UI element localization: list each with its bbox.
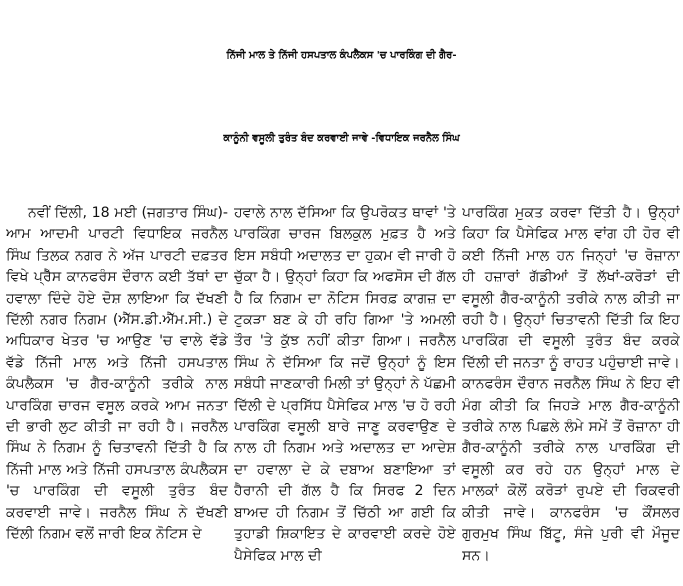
headline-line-1: ਨਿੱਜੀ ਮਾਲ ਤੇ ਨਿੱਜੀ ਹਸਪਤਾਲ ਕੰਪਲੈਕਸ 'ਚ ਪਾਰਕਿੰਗ ਦੀ ਗੈਰ- <box>226 50 457 61</box>
article-column-3-text: ਪਾਰਕਿੰਗ ਮੁਕਤ ਕਰਵਾ ਦਿੱਤੀ ਹੈ। ਉਨ੍ਹਾਂ ਕਿਹਾ ਕਿ ਪੈਸੇਫਿਕ ਮਾਲ ਵਾਂਗ ਹੀ ਹੋਰ ਵੀ ਕਈ ਨਿੱਜੀ ਮਾਲ ਹਨ ਜਿਨ੍ਹਾਂ 'ਚ ਰੋਜ਼ਾਨਾ ਹੀ ਹਜ਼ਾਰਾਂ ਗੱਡੀਆਂ ਤੋਂ ਲੱਖਾਂ-ਕਰੋੜਾਂ ਦੀ ਵਸੂਲੀ ਗੈਰ-ਕਾਨੂੰਨੀ ਤਰੀਕੇ ਨਾਲ ਕੀਤੀ ਜਾ ਰਹੀ ਹੈ। ਉਨ੍ਹਾਂ ਚਿਤਾਵਨੀ ਦਿੱਤੀ ਕਿ ਇਹ ਪਾਰਕਿੰਗ ਦੀ ਵਸੂਲੀ ਤੁਰੰਤ ਬੰਦ ਕਰਕੇ ਦਿੱਲੀ ਦੀ ਜਨਤਾ ਨੂੰ ਰਾਹਤ ਪਹੁੰਚਾਈ ਜਾਵੇ। ਕਾਨਫਰੰਸ ਦੌਰਾਨ ਜਰਨੈਲ ਸਿੰਘ ਨੇ ਇਹ ਵੀ ਮੰਗ ਕੀਤੀ ਕਿ ਜਿਹੜੇ ਮਾਲ ਗੈਰ-ਕਾਨੂੰਨੀ ਤਰੀਕੇ ਨਾਲ ਪਿਛਲੇ ਲੰਮੇ ਸਮੇਂ ਤੋਂ ਰੋਜ਼ਾਨਾ ਹੀ ਗੈਰ-ਕਾਨੂੰਨੀ ਤਰੀਕੇ ਨਾਲ ਪਾਰਕਿੰਗ ਦੀ ਵਸੂਲੀ ਕਰ ਰਹੇ ਹਨ ਉਨ੍ਹਾਂ ਮਾਲ ਦੇ ਮਾਲਕਾਂ ਕੋਲੋਂ ਕਰੋੜਾਂ ਰੁਪਏ ਦੀ ਰਿਕਵਰੀ ਕੀਤੀ ਜਾਵੇ। ਕਾਨਫਰੰਸ 'ਚ ਕੌਂਸਲਰ ਗੁਰਮੁਖ ਸਿੰਘ ਬਿੱਟੂ, ਸੰਜੇ ਪੁਰੀ ਵੀ ਮੌਜੂਦ ਸਨ। <box>462 205 680 564</box>
article-column-3 <box>462 203 680 586</box>
article-column-2-text: ਹਵਾਲੇ ਨਾਲ ਦੱਸਿਆ ਕਿ ਉਪਰੋਕਤ ਥਾਵਾਂ 'ਤੇ ਪਾਰਕਿੰਗ ਚਾਰਜ ਬਿਲਕੁਲ ਮੁਫ਼ਤ ਹੈ ਅਤੇ ਇਸ ਸਬੰਧੀ ਅਦਾਲਤ ਦਾ ਹੁਕਮ ਵੀ ਜਾਰੀ ਹੋ ਚੁੱਕਾ ਹੈ। ਉਨ੍ਹਾਂ ਕਿਹਾ ਕਿ ਅਫਸੋਸ ਦੀ ਗੱਲ ਹੈ ਕਿ ਨਿਗਮ ਦਾ ਨੋਟਿਸ ਸਿਰਫ਼ ਕਾਗਜ਼ ਦਾ ਟੁਕੜਾ ਬਣ ਕੇ ਹੀ ਰਹਿ ਗਿਆ 'ਤੇ ਅਮਲੀ ਤੌਰ 'ਤੇ ਕੁੱਝ ਨਹੀਂ ਕੀਤਾ ਗਿਆ। ਜਰਨੈਲ ਸਿੰਘ ਨੇ ਦੱਸਿਆ ਕਿ ਜਦੋਂ ਉਨ੍ਹਾਂ ਨੂੰ ਇਸ ਸਬੰਧੀ ਜਾਣਕਾਰੀ ਮਿਲੀ ਤਾਂ ਉਨ੍ਹਾਂ ਨੇ ਪੱਛਮੀ ਦਿੱਲੀ ਦੇ ਪ੍ਰਸਿੱਧ ਪੈਸੇਫਿਕ ਮਾਲ 'ਚ ਹੋ ਰਹੀ ਪਾਰਕਿੰਗ ਵਸੂਲੀ ਬਾਰੇ ਜਾਣੂ ਕਰਵਾਉਣ ਦੇ ਨਾਲ ਹੀ ਨਿਗਮ ਅਤੇ ਅਦਾਲਤ ਦਾ ਆਦੇਸ਼ ਦਾ ਹਵਾਲਾ ਦੇ ਕੇ ਦਬਾਅ ਬਣਾਇਆ ਤਾਂ ਹੈਰਾਨੀ ਦੀ ਗੱਲ ਹੈ ਕਿ ਸਿਰਫ 2 ਦਿਨ ਬਾਅਦ ਹੀ ਨਿਗਮ ਤੋਂ ਚਿੱਠੀ ਆ ਗਈ ਕਿ ਤੁਹਾਡੀ ਸ਼ਿਕਾਇਤ ਦੇ ਕਾਰਵਾਈ ਕਰਦੇ ਹੋਏ ਪੈਸੇਫਿਕ ਮਾਲ ਦੀ <box>234 205 456 564</box>
headline-line-2: ਕਾਨੂੰਨੀ ਵਸੂਲੀ ਤੁਰੰਤ ਬੰਦ ਕਰਵਾਈ ਜਾਵੇ -ਵਿਧਾਇਕ ਜਰਨੈਲ ਸਿੰਘ <box>223 133 460 144</box>
article-column-1-text: ਨਵੀਂ ਦਿੱਲੀ, 18 ਮਈ (ਜਗਤਾਰ ਸਿੰਘ)- ਆਮ ਆਦਮੀ ਪਾਰਟੀ ਵਿਧਾਇਕ ਜਰਨੈਲ ਸਿੰਘ ਤਿਲਕ ਨਗਰ ਨੇ ਅੱਜ ਪਾਰਟੀ ਦਫ਼ਤਰ ਵਿਖੇ ਪ੍ਰੈੱਸ ਕਾਨਫਰੰਸ ਦੌਰਾਨ ਕਈ ਤੱਥਾਂ ਦਾ ਹਵਾਲਾ ਦਿੰਦੇ ਹੋਏ ਦੋਸ਼ ਲਾਇਆ ਕਿ ਦੱਖਣੀ ਦਿੱਲੀ ਨਗਰ ਨਿਗਮ (ਐੱਸ.ਡੀ.ਐੱਮ.ਸੀ.) ਦੇ ਅਧਿਕਾਰ ਖੇਤਰ 'ਚ ਆਉਣ 'ਚ ਵਾਲੇ ਵੱਡੇ ਵੱਡੇ ਨਿੱਜੀ ਮਾਲ ਅਤੇ ਨਿੱਜੀ ਹਸਪਤਾਲ ਕੰਪਲੈਕਸ 'ਚ ਗੈਰ-ਕਾਨੂੰਨੀ ਤਰੀਕੇ ਨਾਲ ਪਾਰਕਿੰਗ ਚਾਰਜ ਵਸੂਲ ਕਰਕੇ ਆਮ ਜਨਤਾ ਦੀ ਭਾਰੀ ਲੁਟ ਕੀਤੀ ਜਾ ਰਹੀ ਹੈ। ਜਰਨੈਲ ਸਿੰਘ ਨੇ ਨਿਗਮ ਨੂੰ ਚਿਤਾਵਨੀ ਦਿੱਤੀ ਹੈ ਕਿ ਨਿੱਜੀ ਮਾਲ ਅਤੇ ਨਿੱਜੀ ਹਸਪਤਾਲ ਕੰਪਲੈਕਸ 'ਚ ਪਾਰਕਿੰਗ ਦੀ ਵਸੂਲੀ ਤੁਰੰਤ ਬੰਦ ਕਰਵਾਈ ਜਾਵੇ। ਜਰਨੈਲ ਸਿੰਘ ਨੇ ਦੱਖਣੀ ਦਿੱਲੀ ਨਿਗਮ ਵਲੋਂ ਜਾਰੀ ਇਕ ਨੋਟਿਸ ਦੇ <box>6 205 228 543</box>
article-column-2 <box>234 203 456 586</box>
article-column-1 <box>6 203 228 586</box>
